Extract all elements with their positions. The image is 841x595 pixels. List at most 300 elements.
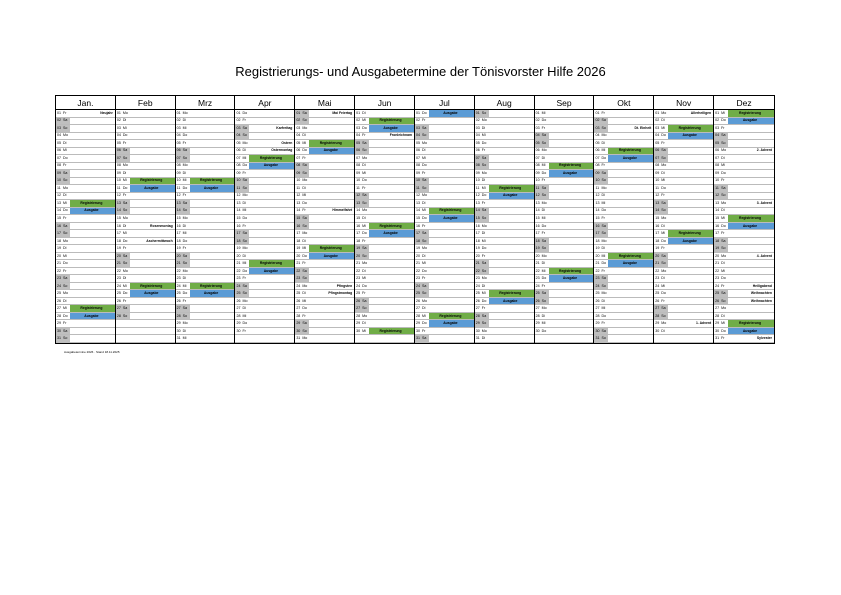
day-row — [714, 193, 774, 201]
day-row — [116, 140, 175, 148]
day-number: 02 — [415, 118, 420, 123]
day-number: 04 — [655, 133, 660, 138]
weekday: Mo — [601, 185, 607, 190]
weekday: Mo — [182, 215, 188, 220]
day-number: 03 — [415, 125, 420, 130]
day-number: 08 — [236, 163, 241, 168]
weekday: Mi — [242, 261, 247, 266]
day-row — [116, 110, 175, 118]
day-row — [415, 298, 474, 306]
weekday: Di — [182, 276, 187, 281]
day-row — [415, 328, 474, 336]
day-row — [235, 298, 294, 306]
weekday: Fr — [481, 200, 486, 205]
weekday: Di — [721, 261, 725, 266]
day-row — [535, 133, 594, 141]
day-row — [594, 133, 653, 141]
day-row — [56, 320, 115, 328]
day-event: Registrierung — [130, 283, 175, 290]
weekday: Mo — [182, 110, 188, 115]
weekday: So — [721, 245, 728, 252]
day-number: 02 — [715, 118, 720, 123]
day-row — [594, 178, 653, 186]
day-row — [415, 283, 474, 291]
day-number: 20 — [116, 253, 121, 258]
day-event: Registrierung — [728, 215, 774, 222]
day-row — [355, 155, 414, 163]
day-number: 15 — [57, 215, 61, 220]
day-number: 17 — [715, 231, 720, 236]
day-row — [295, 260, 354, 268]
weekday: Do — [362, 125, 367, 130]
day-event: Himmelfahrt — [332, 208, 353, 213]
weekday: Mo — [63, 185, 68, 190]
weekday: Sa — [63, 328, 70, 335]
day-row — [116, 118, 175, 126]
day-number: 25 — [296, 291, 301, 296]
weekday: Fr — [601, 215, 605, 220]
day-row — [56, 313, 115, 321]
weekday: Do — [601, 155, 607, 160]
day-row — [654, 133, 713, 141]
day-event: Ausgabe — [668, 133, 713, 140]
day-number: 19 — [176, 246, 181, 251]
day-event: Ausgabe — [130, 185, 175, 192]
weekday: Fr — [182, 246, 187, 251]
day-row — [714, 140, 774, 148]
weekday: Fr — [63, 215, 67, 220]
weekday: Do — [721, 118, 726, 123]
day-event: Ausgabe — [190, 185, 235, 192]
day-number: 22 — [57, 268, 61, 273]
day-number: 24 — [356, 283, 361, 288]
day-number: 30 — [715, 328, 720, 333]
weekday: So — [601, 230, 608, 237]
day-row — [415, 163, 474, 171]
day-number: 12 — [655, 193, 660, 198]
weekday: Do — [721, 276, 726, 281]
weekday: So — [721, 193, 728, 200]
day-number: 31 — [715, 336, 720, 341]
day-row — [295, 223, 354, 231]
day-row — [594, 125, 653, 133]
day-row — [116, 305, 175, 313]
empty-cell — [654, 335, 713, 343]
day-number: 09 — [655, 170, 660, 175]
day-row — [235, 260, 294, 268]
day-number: 05 — [415, 140, 420, 145]
day-row — [56, 253, 115, 261]
day-number: 11 — [116, 185, 121, 190]
day-row — [535, 245, 594, 253]
day-row — [535, 260, 594, 268]
day-number: 25 — [415, 291, 420, 296]
day-number: 29 — [475, 321, 480, 326]
day-row — [594, 193, 653, 201]
day-row — [475, 170, 534, 178]
day-number: 31 — [296, 336, 301, 341]
day-number: 21 — [715, 261, 720, 266]
day-row — [116, 185, 175, 193]
day-number: 08 — [595, 163, 600, 168]
day-event: Registrierung — [608, 148, 653, 155]
day-row — [116, 208, 175, 216]
weekday: Do — [421, 163, 427, 168]
month-column — [654, 96, 714, 343]
day-number: 04 — [296, 133, 301, 138]
weekday: So — [721, 298, 728, 305]
day-number: 19 — [296, 246, 301, 251]
weekday: Mo — [721, 306, 727, 311]
day-row — [355, 253, 414, 261]
weekday: Di — [302, 133, 306, 138]
day-row — [535, 283, 594, 291]
weekday: Di — [302, 185, 306, 190]
day-number: 18 — [595, 238, 600, 243]
day-number: 19 — [535, 246, 540, 251]
day-row — [654, 253, 713, 261]
day-event: Registrierung — [369, 118, 414, 125]
weekday: Di — [601, 193, 605, 198]
day-row — [714, 208, 774, 216]
weekday: Mi — [362, 118, 366, 123]
weekday: Fr — [661, 246, 665, 251]
day-number: 16 — [535, 223, 540, 228]
day-row — [355, 283, 414, 291]
day-number: 12 — [475, 193, 480, 198]
day-number: 07 — [57, 155, 61, 160]
day-number: 24 — [57, 283, 61, 288]
day-row — [594, 118, 653, 126]
day-row — [295, 163, 354, 171]
day-number: 28 — [595, 313, 600, 318]
day-number: 24 — [475, 283, 480, 288]
day-row — [654, 268, 713, 276]
day-number: 08 — [655, 163, 660, 168]
weekday: So — [482, 320, 489, 327]
day-event: Ausgabe — [549, 275, 594, 282]
weekday: Sa — [302, 215, 309, 222]
day-row — [475, 163, 534, 171]
weekday: Sa — [123, 253, 130, 260]
day-row — [176, 193, 235, 201]
weekday: Sa — [183, 305, 190, 312]
day-number: 22 — [356, 268, 361, 273]
weekday: Do — [63, 313, 68, 318]
weekday: Mo — [122, 163, 128, 168]
day-row — [654, 208, 713, 216]
day-row — [535, 328, 594, 336]
weekday: Di — [541, 313, 546, 318]
month-column — [594, 96, 654, 343]
day-number: 02 — [655, 118, 660, 123]
day-row — [235, 238, 294, 246]
weekday: Sa — [242, 178, 249, 185]
day-row — [415, 140, 474, 148]
day-number: 05 — [116, 140, 121, 145]
day-event: Ausgabe — [130, 290, 175, 297]
day-row — [654, 163, 713, 171]
day-number: 03 — [57, 125, 61, 130]
day-number: 09 — [116, 170, 121, 175]
weekday: Di — [481, 231, 486, 236]
day-number: 06 — [57, 148, 61, 153]
day-number: 15 — [296, 215, 301, 220]
day-row — [475, 200, 534, 208]
weekday: Sa — [601, 223, 608, 230]
day-number: 16 — [356, 223, 361, 228]
day-number: 08 — [116, 163, 121, 168]
day-row — [714, 260, 774, 268]
day-row — [116, 148, 175, 156]
day-number: 22 — [595, 268, 600, 273]
day-row — [355, 305, 414, 313]
weekday: Mi — [421, 261, 426, 266]
weekday: Do — [601, 261, 607, 266]
weekday: Fr — [661, 193, 665, 198]
day-number: 11 — [235, 185, 242, 192]
weekday: Do — [302, 253, 307, 258]
day-number: 10 — [655, 178, 660, 183]
day-number: 20 — [535, 253, 540, 258]
day-row — [415, 110, 474, 118]
day-row — [176, 253, 235, 261]
weekday: So — [542, 298, 549, 305]
day-row — [415, 245, 474, 253]
weekday: So — [302, 170, 309, 177]
weekday: So — [661, 208, 668, 215]
day-number: 26 — [116, 298, 121, 303]
day-row — [415, 223, 474, 231]
day-row — [475, 215, 534, 223]
day-number: 14 — [715, 208, 720, 213]
day-number: 31 — [415, 336, 420, 341]
day-number: 23 — [595, 276, 600, 281]
day-number: 13 — [535, 200, 540, 205]
weekday: Di — [661, 276, 665, 281]
weekday: Mi — [63, 253, 67, 258]
weekday: Di — [421, 200, 426, 205]
day-row — [475, 118, 534, 126]
day-row — [176, 215, 235, 223]
day-number: 15 — [356, 215, 361, 220]
weekday: Mo — [541, 253, 547, 258]
weekday: Fr — [541, 178, 546, 183]
day-number: 07 — [415, 155, 420, 160]
weekday: Fr — [601, 110, 605, 115]
weekday: Fr — [182, 193, 187, 198]
day-row — [714, 118, 774, 126]
day-number: 14 — [475, 208, 480, 213]
day-number: 13 — [595, 200, 600, 205]
day-number: 06 — [236, 148, 241, 153]
empty-cell — [355, 335, 414, 343]
day-event: Heiligabend — [752, 283, 772, 288]
day-row — [475, 133, 534, 141]
day-event: Dt. Einheit — [634, 125, 652, 130]
day-number: 29 — [595, 321, 600, 326]
day-number: 29 — [176, 321, 181, 326]
day-event: Ostern — [281, 140, 293, 145]
weekday: Mi — [63, 148, 67, 153]
day-row — [355, 110, 414, 118]
day-row — [56, 133, 115, 141]
day-row — [475, 320, 534, 328]
weekday: Di — [421, 148, 426, 153]
day-number: 24 — [116, 283, 121, 288]
weekday: Mo — [421, 193, 427, 198]
weekday: Fr — [661, 140, 665, 145]
weekday: Mo — [63, 133, 68, 138]
day-number: 12 — [236, 193, 241, 198]
weekday: Sa — [242, 230, 249, 237]
day-number: 18 — [655, 238, 660, 243]
day-number: 30 — [356, 328, 361, 333]
day-number: 25 — [535, 291, 540, 296]
day-number: 23 — [535, 276, 540, 281]
day-row — [654, 125, 713, 133]
day-row — [56, 155, 115, 163]
weekday: Fr — [541, 231, 546, 236]
day-row — [594, 305, 653, 313]
day-number: 09 — [595, 170, 600, 175]
day-number: 13 — [57, 200, 61, 205]
day-row — [295, 238, 354, 246]
weekday: Do — [182, 185, 188, 190]
day-row — [295, 155, 354, 163]
day-number: 03 — [296, 125, 301, 130]
day-number: 23 — [655, 276, 660, 281]
weekday: Mo — [721, 253, 727, 258]
day-row — [714, 148, 774, 156]
weekday: Fr — [242, 276, 246, 281]
weekday: Do — [122, 291, 128, 296]
day-row — [235, 253, 294, 261]
weekday: Mi — [421, 313, 426, 318]
weekday: Mi — [362, 170, 366, 175]
day-number: 05 — [176, 140, 181, 145]
day-number: 26 — [475, 298, 480, 303]
day-row — [235, 305, 294, 313]
weekday: Fr — [541, 125, 546, 130]
day-number: 24 — [176, 283, 181, 288]
weekday: Mi — [721, 163, 725, 168]
day-row — [415, 290, 474, 298]
day-number: 09 — [475, 170, 480, 175]
weekday: Mi — [302, 193, 307, 198]
weekday: Do — [122, 185, 128, 190]
day-number: 13 — [475, 200, 480, 205]
weekday: Mo — [541, 148, 547, 153]
weekday: Di — [601, 298, 605, 303]
day-number: 28 — [715, 313, 720, 318]
day-number: 23 — [57, 276, 61, 281]
weekday: Sa — [721, 290, 728, 297]
weekday: Mi — [721, 321, 725, 326]
weekday: So — [601, 283, 608, 290]
weekday: Di — [182, 328, 187, 333]
day-number: 05 — [535, 140, 540, 145]
day-number: 18 — [715, 238, 720, 243]
day-row — [535, 163, 594, 171]
day-row — [714, 155, 774, 163]
day-row — [176, 155, 235, 163]
weekday: Di — [721, 313, 725, 318]
day-row — [535, 208, 594, 216]
weekday: Mi — [182, 336, 187, 341]
weekday: Sa — [242, 283, 249, 290]
day-row — [535, 230, 594, 238]
day-row — [475, 283, 534, 291]
day-event: Registrierung — [249, 260, 294, 267]
weekday: Sa — [362, 245, 369, 252]
day-number: 25 — [176, 291, 181, 296]
day-number: 16 — [116, 223, 121, 228]
weekday: Di — [481, 336, 486, 341]
weekday: Di — [721, 208, 725, 213]
day-number: 10 — [535, 178, 540, 183]
day-number: 14 — [116, 208, 121, 213]
day-row — [176, 328, 235, 336]
weekday: Di — [362, 163, 366, 168]
weekday: Fr — [541, 283, 546, 288]
weekday: Fr — [302, 208, 306, 213]
day-number: 23 — [715, 276, 720, 281]
day-number: 19 — [57, 246, 61, 251]
day-number: 30 — [176, 328, 181, 333]
day-event: Registrierung — [130, 178, 175, 185]
weekday: Sa — [601, 275, 608, 282]
month-column — [355, 96, 415, 343]
day-row — [235, 215, 294, 223]
day-row — [594, 253, 653, 261]
weekday: Fr — [421, 170, 426, 175]
month-header: Sep — [535, 96, 594, 110]
weekday: Sa — [422, 178, 429, 185]
weekday: Sa — [542, 133, 549, 140]
day-row — [176, 140, 235, 148]
month-header: Nov — [654, 96, 713, 110]
day-number: 02 — [475, 118, 480, 123]
day-number: 23 — [176, 276, 181, 281]
weekday: Di — [122, 170, 127, 175]
day-row — [654, 290, 713, 298]
weekday: Di — [242, 253, 246, 258]
day-row — [355, 245, 414, 253]
day-number: 21 — [57, 261, 61, 266]
day-row — [295, 245, 354, 253]
weekday: Di — [242, 200, 246, 205]
weekday: Di — [63, 140, 67, 145]
day-number: 04 — [176, 133, 181, 138]
day-number: 31 — [475, 336, 480, 341]
day-number: 06 — [356, 148, 361, 153]
weekday: So — [661, 155, 668, 162]
empty-cell — [116, 335, 175, 343]
day-row — [594, 320, 653, 328]
day-number: 10 — [116, 178, 121, 183]
empty-cell — [535, 335, 594, 343]
day-number: 19 — [715, 246, 720, 251]
weekday: Mi — [541, 110, 546, 115]
weekday: So — [302, 328, 309, 335]
day-row — [475, 268, 534, 276]
day-row — [594, 230, 653, 238]
weekday: Di — [182, 170, 187, 175]
day-row — [654, 170, 713, 178]
day-number: 21 — [176, 261, 181, 266]
day-number: 26 — [655, 298, 660, 303]
